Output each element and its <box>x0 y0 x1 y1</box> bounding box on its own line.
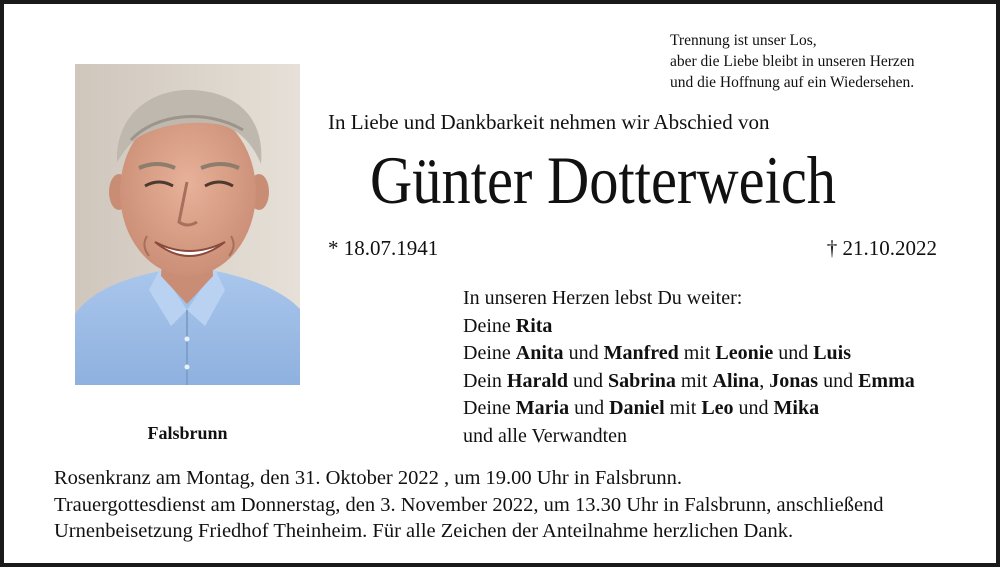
family-member-name: Leo <box>701 397 734 419</box>
service-details <box>54 465 884 545</box>
family-connector-text: und <box>568 369 609 392</box>
family-block <box>463 285 915 450</box>
family-member-name: Harald <box>506 369 569 392</box>
family-member-name: Manfred <box>603 342 679 364</box>
family-closing: und alle Verwandten <box>463 424 628 447</box>
birth-date: * 18.07.1941 <box>328 236 439 260</box>
family-member-name: Jonas <box>769 369 819 392</box>
farewell-intro: In Liebe und Dankbarkeit nehmen wir Abschied von <box>328 110 770 134</box>
family-member-name: Anita <box>515 342 564 364</box>
family-member-name: Emma <box>858 369 915 392</box>
family-line <box>463 368 915 396</box>
family-heading: In unseren Herzen lebst Du weiter: <box>463 287 743 309</box>
family-member-name: Sabrina <box>608 369 676 392</box>
family-member-name: Daniel <box>609 397 665 419</box>
family-connector-text: Dein <box>463 369 507 392</box>
hometown-label: Falsbrunn <box>147 423 228 443</box>
funeral-mass-line: Trauergottesdienst am Donnerstag, den 3. November 2022, um 13.30 Uhr in Falsbrunn, anschließend <box>54 493 884 516</box>
family-member-name: Alina <box>712 369 760 392</box>
family-connector-text: Deine <box>463 342 516 364</box>
family-connector-text: mit <box>678 342 716 364</box>
deceased-name: Günter Dotterweich <box>370 142 837 218</box>
family-line <box>463 340 915 368</box>
memorial-quote <box>670 30 914 93</box>
family-member-name: Maria <box>515 397 570 419</box>
quote-line-3: und die Hoffnung auf ein Wiedersehen. <box>670 74 915 91</box>
family-connector-text: und <box>569 397 610 419</box>
family-connector-text: mit <box>675 369 713 392</box>
family-connector-text: und <box>818 369 859 392</box>
family-member-name: Rita <box>515 314 553 337</box>
family-connector-text: und <box>733 397 774 419</box>
family-connector-text: mit <box>664 397 702 419</box>
family-connector-text: und <box>563 342 604 364</box>
death-date: † 21.10.2022 <box>826 236 937 260</box>
family-connector-text: , <box>759 369 770 392</box>
family-connector-text: Deine <box>463 397 516 419</box>
family-line <box>463 395 915 423</box>
family-member-name: Leonie <box>715 342 774 364</box>
family-member-name: Mika <box>773 397 820 419</box>
rosary-line: Rosenkranz am Montag, den 31. Oktober 2022 , um 19.00 Uhr in Falsbrunn. <box>54 467 683 489</box>
family-member-name: Luis <box>813 342 852 364</box>
urn-burial-line: Urnenbeisetzung Friedhof Theinheim. Für alle Zeichen der Anteilnahme herzlichen Dank. <box>54 520 794 542</box>
quote-line-1: Trennung ist unser Los, <box>670 32 817 49</box>
family-members <box>463 313 915 423</box>
family-line <box>463 313 915 341</box>
portrait-photo <box>75 64 300 385</box>
family-connector-text: und <box>773 342 814 364</box>
quote-line-2: aber die Liebe bleibt in unseren Herzen <box>670 53 915 70</box>
family-connector-text: Deine <box>463 314 516 337</box>
